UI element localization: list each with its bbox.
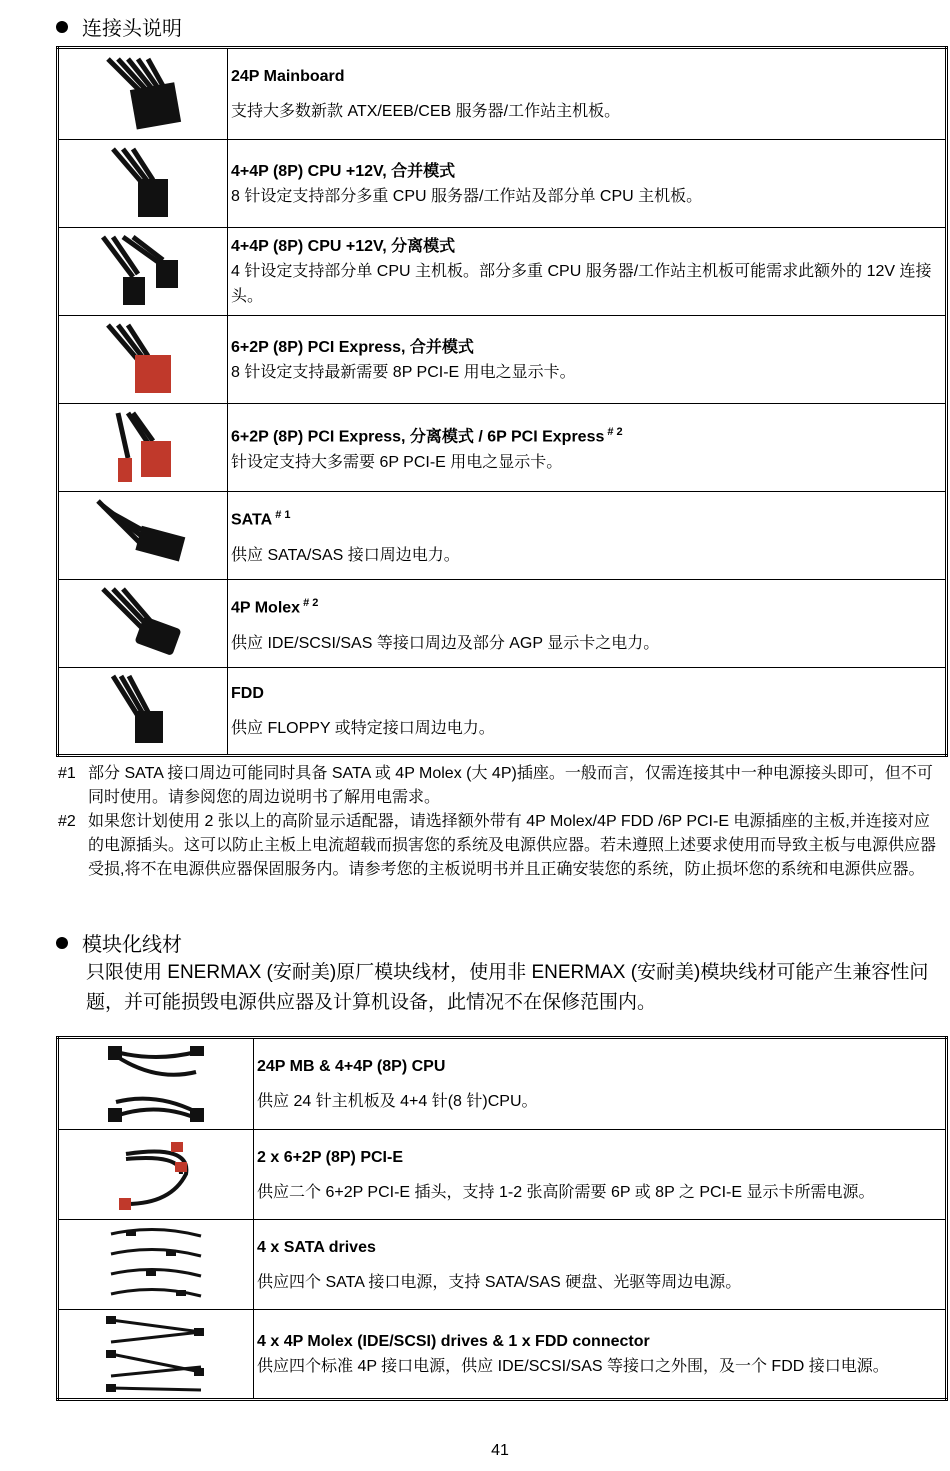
connector-image [58, 404, 228, 492]
pcie-cable-icon [111, 1134, 201, 1216]
connector-desc: 针设定支持大多需要 6P PCI-E 用电之显示卡。 [231, 453, 563, 471]
connector-desc: 供应 FLOPPY 或特定接口周边电力。 [231, 720, 495, 737]
connector-image [58, 228, 228, 316]
connector-title: SATA $^{\# 1}$ [231, 509, 291, 529]
connector-description [228, 492, 947, 580]
footnote-2 [58, 810, 938, 882]
connector-desc: 供应 IDE/SCSI/SAS 等接口周边及部分 AGP 显示卡之电力。 [231, 634, 660, 652]
cable-title: 2 x 6+2P (8P) PCI-E [257, 1148, 403, 1166]
connector-title: 6+2P (8P) PCI Express, 分离模式 / 6P PCI Express $^{\# 2}$ [231, 426, 623, 446]
page-number: 41 [491, 1442, 509, 1459]
connector-image [58, 492, 228, 580]
footnote-text: 部分 SATA 接口周边可能同时具备 SATA 或 4P Molex (大 4P)插座。一般而言，仅需连接其中一种电源接头即可，但不可同时使用。请参阅您的周边说明书了解用电需求。 [88, 765, 933, 806]
connector-description [228, 404, 947, 492]
bullet-icon [56, 21, 68, 33]
connector-desc: 4 针设定支持部分单 CPU 主机板。部分多重 CPU 服务器/工作站主机板可能需求此额外的 12V 连接头。 [231, 263, 932, 305]
molex-fdd-cable-icon [106, 1312, 206, 1396]
connector-title: 4+4P (8P) CPU +12V, 合并模式 [231, 162, 456, 180]
connector-title: 4+4P (8P) CPU +12V, 分离模式 [231, 238, 456, 255]
footnotes [58, 762, 938, 882]
cable-image [58, 1310, 254, 1400]
cpu-4p-split-connector-icon [98, 232, 188, 312]
cable-desc: 供应四个 SATA 接口电源，支持 SATA/SAS 硬盘、光驱等周边电源。 [257, 1273, 742, 1291]
cable-title: 4 x SATA drives [257, 1238, 376, 1256]
cable-title: 24P MB & 4+4P (8P) CPU [257, 1058, 446, 1075]
sata-connector-icon [93, 496, 193, 576]
section-heading-connectors [56, 12, 182, 41]
cable-image [58, 1038, 254, 1130]
connector-description [228, 228, 947, 316]
bullet-icon [56, 937, 68, 949]
heading-text: 连接头说明 [82, 18, 182, 40]
cable-title: 4 x 4P Molex (IDE/SCSI) drives & 1 x FDD connector [257, 1333, 650, 1350]
cable-image [58, 1220, 254, 1310]
connector-description [228, 580, 947, 668]
table-row [58, 580, 947, 668]
footnote-number: #2 [58, 813, 76, 830]
table-row [58, 316, 947, 404]
connector-title: 6+2P (8P) PCI Express, 合并模式 [231, 338, 474, 356]
connector-table [56, 46, 948, 757]
pcie-8p-connector-icon [103, 320, 183, 400]
footnote-1 [58, 762, 938, 810]
connector-image [58, 580, 228, 668]
footnote-marker: # 1 [275, 509, 291, 522]
connector-title: 24P Mainboard [231, 68, 345, 85]
connector-desc: 8 针设定支持最新需要 8P PCI-E 用电之显示卡。 [231, 363, 576, 381]
fdd-connector-icon [103, 671, 183, 751]
cable-description [254, 1038, 947, 1130]
heading-text: 模块化线材 [82, 934, 182, 956]
connector-image [58, 48, 228, 140]
cable-image [58, 1130, 254, 1220]
table-row [58, 404, 947, 492]
modular-cable-table [56, 1036, 948, 1401]
mb-cpu-cable-icon [106, 1042, 206, 1126]
table-row [58, 1310, 947, 1400]
connector-description [228, 140, 947, 228]
connector-title: FDD [231, 685, 264, 702]
section-heading-modular-cables [56, 928, 182, 957]
cable-description [254, 1130, 947, 1220]
connector-image [58, 140, 228, 228]
footnote-marker: # 2 [303, 597, 319, 610]
connector-description [228, 48, 947, 140]
table-row [58, 668, 947, 756]
cable-description [254, 1220, 947, 1310]
connector-title: 4P Molex $^{\# 2}$ [231, 597, 319, 617]
footnote-number: #1 [58, 765, 76, 782]
table-row [58, 228, 947, 316]
table-row [58, 492, 947, 580]
cable-desc: 供应二个 6+2P PCI-E 插头，支持 1-2 张高阶需要 6P 或 8P 之 PCI-E 显示卡所需电源。 [257, 1183, 875, 1201]
cpu-8p-connector-icon [103, 144, 183, 224]
table-row [58, 1038, 947, 1130]
connector-image [58, 316, 228, 404]
table-row [58, 48, 947, 140]
connector-description [228, 668, 947, 756]
connector-desc: 支持大多数新款 ATX/EEB/CEB 服务器/工作站主机板。 [231, 103, 621, 120]
cable-description [254, 1310, 947, 1400]
sata-cable-icon [106, 1224, 206, 1306]
table-row [58, 1130, 947, 1220]
pcie-split-connector-icon [103, 408, 183, 488]
footnote-marker: # 2 [607, 426, 623, 439]
table-row [58, 1220, 947, 1310]
connector-desc: 8 针设定支持部分多重 CPU 服务器/工作站及部分单 CPU 主机板。 [231, 187, 703, 205]
cable-desc: 供应 24 针主机板及 4+4 针(8 针)CPU。 [257, 1093, 538, 1110]
24p-connector-icon [98, 54, 188, 134]
connector-image [58, 668, 228, 756]
cable-desc: 供应四个标准 4P 接口电源，供应 IDE/SCSI/SAS 等接口之外围，及一个 FDD 接口电源。 [257, 1358, 889, 1375]
connector-desc: 供应 SATA/SAS 接口周边电力。 [231, 546, 460, 564]
molex-connector-icon [93, 584, 193, 664]
footnote-text: 如果您计划使用 2 张以上的高阶显示适配器，请选择额外带有 4P Molex/4P FDD /6P PCI-E 电源插座的主板,并连接对应的电源插头。这可以防止主板上电流超载而损害您的系统及电源供应器。若未遵照上述要求使用而导致主板与电源供应器受损,将不在电源供应器保固服务内。请参考您的主板说明书并且正确安装您的系统，防止损坏您的系统和电源供应器。 [88, 813, 937, 878]
connector-description [228, 316, 947, 404]
modular-cable-notice: 只限使用 ENERMAX (安耐美)原厂模块线材，使用非 ENERMAX (安耐美)模块线材可能产生兼容性问题，并可能损毁电源供应器及计算机设备，此情况不在保修范围内。 [86, 962, 929, 1013]
table-row [58, 140, 947, 228]
